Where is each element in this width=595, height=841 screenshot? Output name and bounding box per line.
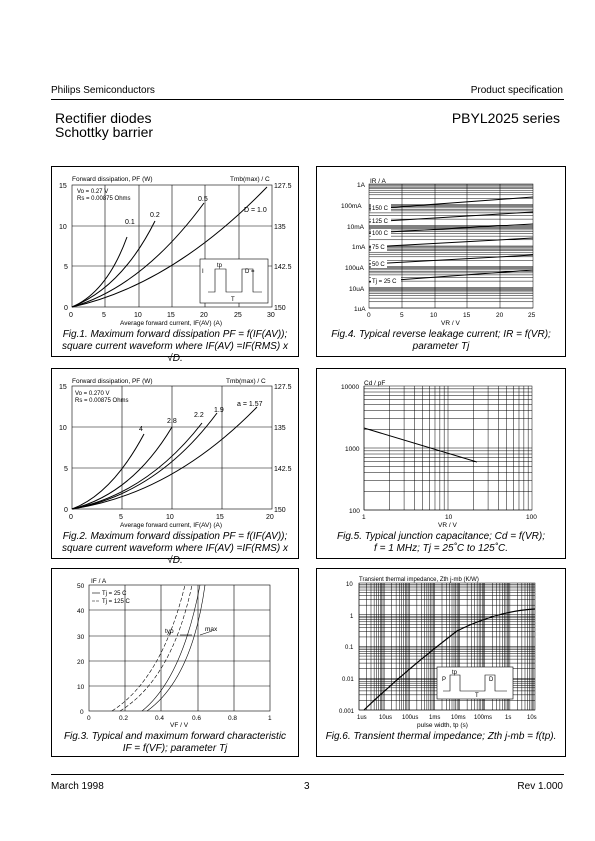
fig2-xlabel: Average forward current, IF(AV) (A)	[120, 522, 222, 529]
fig4-temp-label: 125 C	[372, 219, 389, 225]
fig1-xtick: 0	[69, 312, 73, 319]
fig3-ytick: 40	[77, 608, 85, 615]
fig4-ytick: 10uA	[349, 286, 365, 293]
fig4-temp-label: 150 C	[372, 206, 389, 212]
fig3-panel	[51, 568, 299, 757]
fig1-title-left: Forward dissipation, PF (W)	[72, 176, 153, 183]
fig3-xtick: 0.8	[228, 715, 238, 722]
fig2-a-label: a = 1.57	[237, 401, 263, 408]
fig6-xtick: 1s	[505, 715, 512, 721]
fig1-note1: Vo = 0.27 V	[77, 189, 109, 195]
fig6-inset-t: T	[475, 693, 479, 699]
fig3-xtick: 0	[87, 715, 91, 722]
fig3-ytick: 30	[77, 634, 85, 641]
fig3-typ-label: typ	[165, 628, 174, 635]
fig2-rtick: 135	[274, 425, 286, 432]
fig4-xtick: 5	[400, 312, 404, 319]
fig2-caption: Fig.2. Maximum forward dissipation PF = f(IF(AV)); square current waveform where IF(AV) =IF(RMS) x √D.	[62, 531, 288, 566]
fig6-inset-p: P	[442, 677, 447, 683]
fig2-ytick: 5	[64, 466, 68, 473]
fig3-xtick: 0.2	[119, 715, 129, 722]
fig5-ytick: 1000	[345, 446, 360, 453]
fig3-legend-125: Tj = 125 C	[102, 599, 130, 605]
fig1-rtick: 142.5	[274, 264, 292, 271]
fig1-inset-d: D =	[245, 269, 255, 275]
fig2-a-label: 2.2	[194, 412, 204, 419]
fig6-xtick: 10ms	[451, 715, 466, 721]
fig1-title-right: Tmb(max) / C	[230, 176, 270, 183]
fig1-xtick: 10	[134, 312, 142, 319]
fig4-xtick: 15	[463, 312, 471, 319]
fig6-ytick: 0.1	[345, 645, 354, 651]
fig1-xtick: 25	[234, 312, 242, 319]
fig1-inset-p: I	[202, 269, 204, 275]
fig4-ylabel: IR / A	[370, 178, 386, 185]
fig2-ytick: 15	[59, 384, 67, 391]
fig2-xtick: 0	[69, 514, 73, 521]
fig2-rtick: 142.5	[274, 466, 292, 473]
doc-type: Product specification	[470, 85, 563, 96]
fig5-ytick: 100	[349, 508, 360, 515]
fig3-xlabel: VF / V	[170, 722, 189, 729]
fig1-ytick: 0	[64, 305, 68, 312]
fig6-inset-d: D	[489, 677, 494, 683]
fig1-ytick: 10	[59, 224, 67, 231]
fig2-a-label: 1.9	[214, 407, 224, 414]
fig6-xtick: 100us	[402, 715, 419, 721]
fig4-caption: Fig.4. Typical reverse leakage current; IR = f(VR); parameter Tj	[331, 329, 551, 352]
fig3-ytick: 10	[77, 684, 85, 691]
fig1-rtick: 135	[274, 224, 286, 231]
fig4-xtick: 20	[496, 312, 504, 319]
fig1-note2: Rs = 0.00875 Ohms	[77, 196, 131, 202]
fig3-plot	[52, 569, 298, 756]
fig1-ytick: 5	[64, 264, 68, 271]
fig4-xtick: 25	[528, 312, 536, 319]
fig3-legend-25: Tj = 25 C	[102, 591, 127, 597]
fig4-temp-label: 50 C	[372, 262, 385, 268]
fig4-ytick: 1mA	[352, 244, 366, 251]
fig6-xtick: 10us	[379, 715, 393, 721]
fig5-panel	[316, 368, 566, 559]
fig3-ytick: 0	[80, 709, 84, 716]
series-title: PBYL2025 series	[451, 110, 560, 126]
fig5-caption: Fig.5. Typical junction capacitance; Cd = f(VR); f = 1 MHz; Tj = 25˚C to 125˚C.	[337, 531, 545, 554]
footer-rev: Rev 1.000	[517, 781, 563, 792]
fig1-xtick: 30	[267, 312, 275, 319]
fig1-d-label: D = 1.0	[244, 207, 267, 214]
fig1-plot	[52, 167, 298, 356]
fig3-ylabel: IF / A	[91, 578, 107, 585]
fig2-note2: Rs = 0.00875 Ohms	[75, 398, 129, 404]
fig6-ylabel: Transient thermal impedance, Zth j-mb (K/W)	[359, 577, 479, 583]
title-line2: Schottky barrier	[55, 124, 154, 140]
fig4-ytick: 10mA	[347, 224, 364, 231]
fig1-d-label: 0.1	[125, 219, 135, 226]
fig5-xtick: 1	[362, 514, 366, 521]
fig6-xtick: 10s	[527, 715, 537, 721]
fig2-a-label: 2.8	[167, 418, 177, 425]
fig5-plot	[317, 369, 565, 558]
fig4-ytick: 1A	[357, 182, 365, 189]
fig2-panel	[51, 368, 299, 566]
fig1-rtick: 127.5	[274, 183, 292, 190]
company-name: Philips Semiconductors	[51, 85, 155, 96]
fig4-ytick: 100mA	[341, 203, 362, 210]
fig6-ytick: 0.001	[339, 709, 355, 715]
header-rule	[51, 99, 564, 100]
fig1-inset-tp: tp	[217, 263, 223, 269]
fig2-plot	[52, 369, 298, 558]
fig1-inset-t: T	[231, 297, 235, 303]
fig5-xtick: 10	[445, 514, 453, 521]
fig4-xtick: 0	[367, 312, 371, 319]
fig4-temp-label: 100 C	[372, 231, 389, 237]
fig4-ytick: 1uA	[354, 306, 366, 313]
fig4-xlabel: VR / V	[441, 320, 460, 327]
fig6-plot	[317, 569, 565, 756]
fig6-panel	[316, 568, 566, 757]
fig2-xtick: 10	[166, 514, 174, 521]
fig6-xtick: 100ms	[474, 715, 493, 721]
fig6-ytick: 10	[346, 582, 353, 588]
fig1-panel	[51, 166, 299, 364]
fig3-xtick: 0.6	[192, 715, 202, 722]
fig3-ytick: 20	[77, 659, 85, 666]
fig1-xtick: 5	[102, 312, 106, 319]
fig4-xtick: 10	[430, 312, 438, 319]
fig2-title-right: Tmb(max) / C	[226, 378, 266, 385]
fig1-caption: Fig.1. Maximum forward dissipation PF = f(IF(AV)); square current waveform where IF(AV) =IF(RMS) x √D.	[62, 329, 288, 364]
fig1-ytick: 15	[59, 183, 67, 190]
footer-rule	[51, 774, 564, 775]
fig3-ytick: 50	[77, 583, 85, 590]
fig2-title-left: Forward dissipation, PF (W)	[72, 378, 153, 385]
fig6-xtick: 1us	[357, 715, 367, 721]
fig4-ytick: 100uA	[345, 265, 364, 272]
fig6-ytick: 0.01	[342, 677, 354, 683]
fig2-rtick: 127.5	[274, 384, 292, 391]
fig4-plot	[317, 167, 565, 356]
fig4-panel	[316, 166, 566, 357]
fig1-rtick: 150	[274, 305, 286, 312]
fig6-caption: Fig.6. Transient thermal impedance; Zth j-mb = f(tp).	[325, 731, 557, 742]
fig2-xtick: 5	[119, 514, 123, 521]
fig1-xlabel: Average forward current, IF(AV) (A)	[120, 320, 222, 327]
footer-date: March 1998	[51, 781, 104, 792]
fig2-ytick: 0	[64, 507, 68, 514]
fig5-xlabel: VR / V	[438, 522, 457, 529]
fig6-xlabel: pulse width, tp (s)	[417, 722, 468, 729]
fig4-temp-label: Tj = 25 C	[372, 279, 397, 285]
fig2-xtick: 20	[266, 514, 274, 521]
fig1-xtick: 15	[167, 312, 175, 319]
fig6-ytick: 1	[350, 614, 354, 620]
fig4-temp-label: 75 C	[372, 245, 385, 251]
fig1-d-label: 0.5	[198, 196, 208, 203]
footer-page: 3	[304, 781, 310, 792]
fig3-xtick: 0.4	[155, 715, 165, 722]
fig2-xtick: 15	[216, 514, 224, 521]
fig5-ylabel: Cd / pF	[364, 380, 386, 387]
fig2-ytick: 10	[59, 425, 67, 432]
fig2-a-label: 4	[139, 426, 143, 433]
fig3-caption: Fig.3. Typical and maximum forward characteristic IF = f(VF); parameter Tj	[63, 731, 287, 754]
fig1-d-label: 0.2	[150, 212, 160, 219]
fig1-xtick: 20	[200, 312, 208, 319]
fig3-xtick: 1	[268, 715, 272, 722]
fig2-note1: Vo = 0.270 V	[75, 391, 110, 397]
fig5-ytick: 10000	[341, 384, 360, 391]
fig6-inset-tp: tp	[452, 670, 458, 676]
fig5-xtick: 100	[526, 514, 537, 521]
title-line1: Rectifier diodes	[55, 110, 152, 126]
fig3-max-label: max	[205, 626, 218, 633]
fig6-xtick: 1ms	[429, 715, 441, 721]
fig2-rtick: 150	[274, 507, 286, 514]
